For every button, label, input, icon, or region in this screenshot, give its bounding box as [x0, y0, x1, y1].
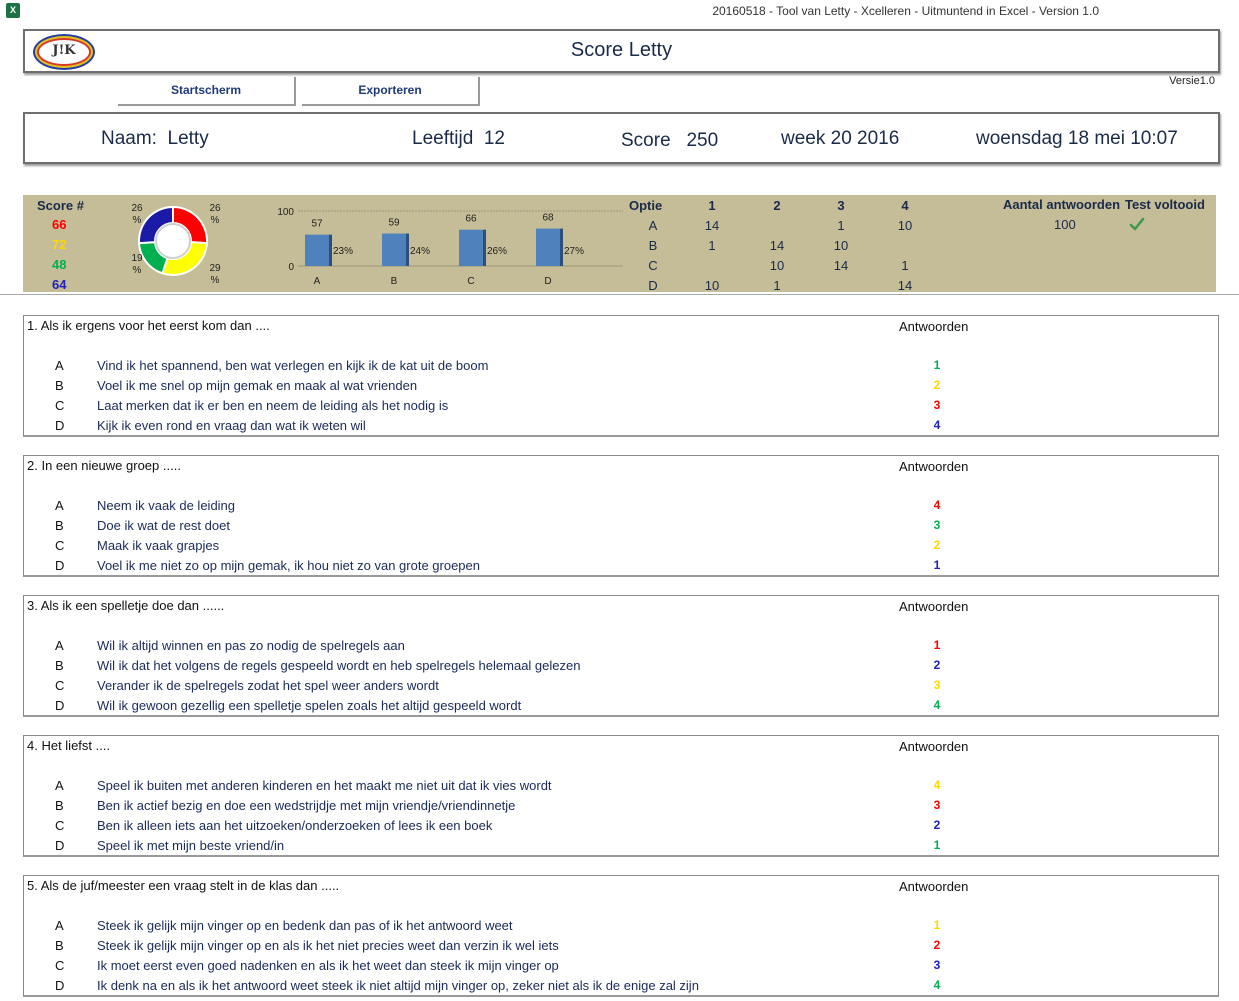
answer-value[interactable]: 3: [933, 518, 941, 532]
answer-value[interactable]: 1: [933, 918, 941, 932]
option-text: Ik denk na en als ik het antwoord weet steek ik niet altijd mijn vinger op, zeker niet als ik de enige zal zijn: [97, 978, 699, 993]
answer-value[interactable]: 1: [933, 838, 941, 852]
bar: [536, 229, 560, 266]
option-text: Ik moet eerst even goed nadenken en als ik het weet dan steek ik mijn vinger op: [97, 958, 559, 973]
option-letter: D: [55, 698, 65, 713]
answer-value[interactable]: 4: [933, 418, 941, 432]
stats-panel: [23, 195, 1216, 292]
option-text: Verander ik de spelregels zodat het spel weer anders wordt: [97, 678, 439, 693]
page-title: Score Letty: [570, 39, 673, 61]
category-label: C: [467, 276, 475, 287]
donut-hole: [156, 224, 190, 258]
answer-value[interactable]: 4: [933, 698, 941, 712]
optie-cell: 14: [833, 258, 849, 273]
optie-header: 1: [708, 198, 716, 213]
optie-cell: 1: [901, 258, 909, 273]
aantal-antwoorden-label: Aantal antwoorden: [1003, 197, 1121, 212]
question-title: 5. Als de juf/meester een vraag stelt in de klas dan .....: [27, 878, 340, 893]
bar-shade: [329, 235, 332, 266]
category-label: D: [544, 276, 552, 287]
answer-value[interactable]: 3: [933, 798, 941, 812]
optie-cell: 1: [837, 218, 845, 233]
bar-percent-label: 26%: [486, 246, 508, 257]
week-label: week 20 2016: [781, 128, 900, 149]
answer-value[interactable]: 3: [933, 398, 941, 412]
answer-value[interactable]: 1: [933, 558, 941, 572]
option-letter: B: [55, 798, 64, 813]
answer-value[interactable]: 2: [933, 538, 941, 552]
test-voltooid-label: Test voltooid: [1125, 197, 1205, 212]
option-letter: A: [55, 638, 64, 653]
option-text: Steek ik gelijk mijn vinger op en bedenk dan pas of ik het antwoord weet: [97, 918, 513, 933]
optie-cell: C: [648, 258, 658, 273]
bar-percent-label: 23%: [332, 246, 354, 257]
option-letter: C: [55, 818, 65, 833]
option-text: Doe ik wat de rest doet: [97, 518, 230, 533]
answers-header: Antwoorden: [899, 459, 969, 474]
option-letter: A: [55, 918, 64, 933]
answer-value[interactable]: 2: [933, 658, 941, 672]
optie-cell: 10: [833, 238, 849, 253]
option-letter: A: [55, 778, 64, 793]
optie-cell: 14: [769, 238, 785, 253]
answers-header: Antwoorden: [899, 739, 969, 754]
option-text: Voel ik me snel op mijn gemak en maak al wat vrienden: [97, 378, 418, 393]
option-text: Speel ik met mijn beste vriend/in: [97, 838, 285, 853]
answer-value[interactable]: 1: [933, 638, 941, 652]
optie-cell: 10: [704, 278, 720, 293]
donut-label: 29 %: [209, 263, 221, 286]
bar-value-label: 59: [388, 217, 400, 229]
answer-value[interactable]: 3: [933, 678, 941, 692]
exporteren-button[interactable]: Exporteren: [302, 77, 480, 106]
option-letter: B: [55, 518, 64, 533]
option-text: Maak ik vaak grapjes: [97, 538, 220, 553]
question-block: [23, 595, 1219, 717]
answer-value[interactable]: 2: [933, 938, 941, 952]
option-letter: B: [55, 658, 64, 673]
answer-value[interactable]: 4: [933, 978, 941, 992]
question-title: 1. Als ik ergens voor het eerst kom dan ....: [27, 318, 270, 333]
bar: [459, 230, 483, 266]
window-title: 20160518 - Tool van Letty - Xcelleren - Uitmuntend in Excel - Version 1.0: [712, 4, 1099, 18]
optie-cell: 14: [897, 278, 913, 293]
donut-label: 26 %: [209, 203, 221, 226]
score-count-value: 48: [52, 257, 67, 272]
score-count-value: 64: [52, 277, 67, 292]
option-text: Ben ik actief bezig en doe een wedstrijdje met mijn vriendje/vriendinnetje: [97, 798, 516, 813]
answer-value[interactable]: 2: [933, 378, 941, 392]
window-titlebar: [0, 0, 1239, 22]
optie-cell: 10: [769, 258, 785, 273]
checkmark-icon: [1129, 216, 1145, 232]
bar-shade: [483, 230, 486, 266]
optie-cell: 1: [773, 278, 781, 293]
bar-value-label: 57: [311, 218, 323, 230]
info-bar: [23, 112, 1220, 164]
question-title: 3. Als ik een spelletje doe dan ......: [27, 598, 225, 613]
ytick-label: 0: [288, 262, 294, 273]
optie-cell: D: [648, 278, 658, 293]
option-letter: C: [55, 398, 65, 413]
answer-value[interactable]: 4: [933, 498, 941, 512]
optie-cell: 10: [897, 218, 913, 233]
answer-value[interactable]: 1: [933, 358, 941, 372]
option-text: Steek ik gelijk mijn vinger op en als ik het niet precies weet dan verzin ik wel iets: [97, 938, 559, 953]
question-title: 4. Het liefst ....: [27, 738, 111, 753]
optie-header: 2: [773, 198, 781, 213]
optie-cell: B: [648, 238, 658, 253]
option-letter: D: [55, 418, 65, 433]
option-text: Speel ik buiten met anderen kinderen en het maakt me niet uit dat ik vies wordt: [97, 778, 552, 793]
donut-label: 26 %: [131, 203, 143, 226]
naam-label: Naam: Letty: [101, 128, 209, 149]
datum-label: woensdag 18 mei 10:07: [976, 128, 1178, 149]
option-letter: D: [55, 558, 65, 573]
option-letter: D: [55, 838, 65, 853]
version-label: Versie1.0: [1169, 75, 1215, 87]
answers-header: Antwoorden: [899, 879, 969, 894]
bar: [382, 234, 406, 266]
question-title: 2. In een nieuwe groep .....: [27, 458, 181, 473]
optie-cell: 1: [708, 238, 716, 253]
page-header: [23, 29, 1220, 73]
donut-chart: [103, 199, 243, 287]
score-count-value: 72: [52, 237, 67, 252]
optie-cell: A: [648, 218, 658, 233]
leeftijd-label: Leeftijd 12: [412, 128, 505, 149]
question-block: [23, 455, 1219, 577]
option-text: Neem ik vaak de leiding: [97, 498, 236, 513]
option-letter: C: [55, 538, 65, 553]
optie-cell: 14: [704, 218, 720, 233]
answer-value[interactable]: 2: [933, 818, 941, 832]
logo-text: J!K: [52, 43, 76, 58]
score-count-value: 66: [52, 217, 67, 232]
aantal-antwoorden-value: 100: [1054, 217, 1076, 232]
option-text: Wil ik gewoon gezellig een spelletje spelen zoals het altijd gespeeld wordt: [97, 698, 522, 713]
answers-header: Antwoorden: [899, 319, 969, 334]
bar-percent-label: 27%: [563, 246, 585, 257]
option-text: Kijk ik even rond en vraag dan wat ik weten wil: [97, 418, 366, 433]
option-letter: C: [55, 958, 65, 973]
bar-percent-label: 24%: [409, 246, 431, 257]
bar-chart: [243, 201, 623, 291]
category-label: A: [313, 276, 321, 287]
option-letter: A: [55, 498, 64, 513]
option-text: Laat merken dat ik er ben en neem de leiding als het nodig is: [97, 398, 449, 413]
optie-header: 4: [901, 198, 909, 213]
option-text: Wil ik dat het volgens de regels gespeeld wordt en heb spelregels helemaal gelezen: [97, 658, 581, 673]
score-count-label: Score #: [37, 198, 84, 213]
option-letter: C: [55, 678, 65, 693]
question-block: [23, 735, 1219, 857]
category-label: B: [390, 276, 398, 287]
option-letter: A: [55, 358, 64, 373]
divider: [0, 294, 1239, 295]
option-text: Ben ik alleen iets aan het uitzoeken/onderzoeken of lees ik een boek: [97, 818, 493, 833]
bar: [305, 235, 329, 266]
excel-icon: X: [6, 3, 20, 18]
ytick-label: 100: [277, 207, 294, 218]
option-letter: B: [55, 378, 64, 393]
option-text: Vind ik het spannend, ben wat verlegen en kijk ik de kat uit de boom: [97, 358, 489, 373]
option-letter: B: [55, 938, 64, 953]
option-letter: D: [55, 978, 65, 993]
optie-header: 3: [837, 198, 845, 213]
question-block: [23, 875, 1219, 997]
bar-value-label: 66: [465, 213, 477, 225]
bar-shade: [406, 234, 409, 266]
question-block: [23, 315, 1219, 437]
option-text: Wil ik altijd winnen en pas zo nodig de spelregels aan: [97, 638, 405, 653]
answer-value[interactable]: 3: [933, 958, 941, 972]
bar-shade: [560, 229, 563, 266]
score-label: Score 250: [621, 130, 719, 151]
startscherm-button[interactable]: Startscherm: [118, 77, 296, 106]
optie-header: Optie: [629, 198, 663, 213]
answers-header: Antwoorden: [899, 599, 969, 614]
bar-value-label: 68: [542, 212, 554, 224]
answer-value[interactable]: 4: [933, 778, 941, 792]
donut-label: 19 %: [131, 253, 143, 276]
option-text: Voel ik me niet zo op mijn gemak, ik hou niet zo van grote groepen: [97, 558, 480, 573]
